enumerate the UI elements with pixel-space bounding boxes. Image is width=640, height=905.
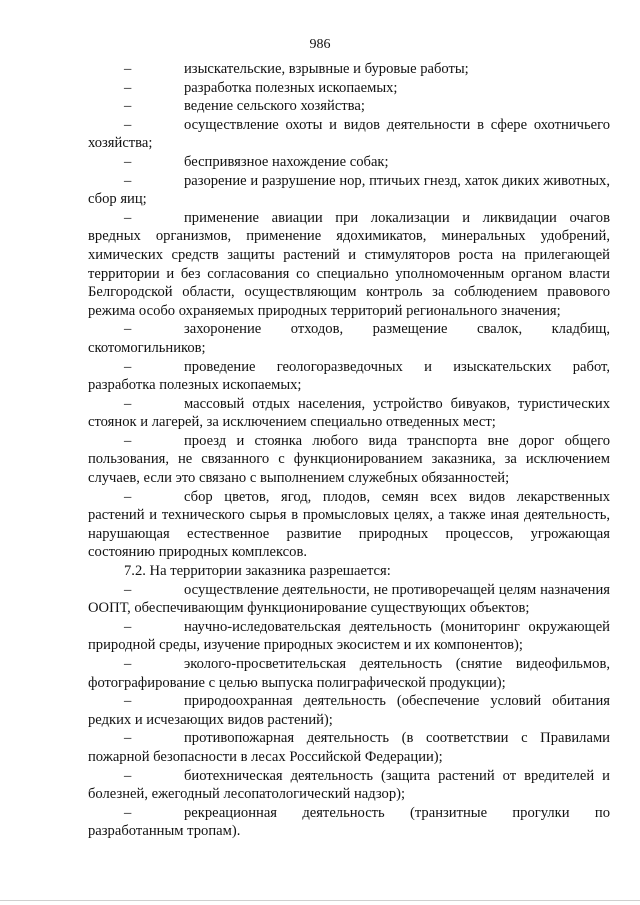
list-item-text: природоохранная деятельность (обеспечение условий обитания редких и исчезающих видов растений); [88,693,610,728]
list-item-text: изыскательские, взрывные и буровые работы; [184,61,469,77]
list-item [88,767,610,804]
list-item [88,60,610,79]
list-item-text: эколого-просветительская деятельность (снятие видеофильмов, фотографирование с целью выпуска полиграфической продукции); [88,656,610,691]
list-dash: – [124,358,132,375]
list-item [88,79,610,98]
list-item-text: ведение сельского хозяйства; [184,98,365,115]
list-item-text: беспривязное нахождение собак; [184,153,389,170]
list-dash: – [124,209,132,226]
list-dash: – [124,98,132,115]
list-item [88,692,610,729]
list-item [88,618,610,655]
list-item-text: проезд и стоянка любого вида транспорта вне дорог общего пользования, не связанного с функционированием заказника, за исключением случаев, если это связано с выполнением служебных обязанностей; [88,432,610,487]
list-item-text: сбор цветов, ягод, плодов, семян всех видов лекарственных растений и технического сырья в промысловых целях, а также иная деятельность, нарушающая естественное развитие природных процессов, угрожающая состоянию природных комплексов. [88,488,610,561]
page-number: 986 [309,37,331,52]
list-item-text: научно-иследовательская деятельность (мониторинг окружающей природной среды, изучение природных экосистем и их компонентов); [88,618,610,654]
list-dash: – [124,321,132,338]
permitted-activities-list [88,581,610,841]
list-item-text: противопожарная деятельность (в соответствии с Правилами пожарной безопасности в лесах Российской Федерации); [88,730,610,765]
list-item [88,153,610,172]
list-dash: – [124,395,132,412]
list-item [88,358,610,395]
list-item-text: применение авиации при локализации и ликвидации очагов вредных организмов, применение ядохимикатов, минеральных удобрений, химических средств защиты растений и стимуляторов роста на прилегающей территории и без согласования со специально уполномоченным органом власти Белгородской области, осуществляющим контроль за соблюдением правового режима особо охраняемых природных территорий регионального значения; [88,209,610,319]
scan-edge-divider [0,900,640,901]
list-dash: – [124,656,132,672]
list-dash: – [124,581,132,598]
list-item-text: осуществление деятельности, не противоречащей целям назначения ООПТ, обеспечивающим функционирование существующих объектов; [88,581,610,617]
list-item-text: разработка полезных ископаемых; [184,79,398,96]
prohibited-activities-list [88,60,610,562]
list-dash: – [124,153,132,170]
list-item-text: осуществление охоты и видов деятельности в сфере охотничьего хозяйства; [88,116,610,152]
list-item [88,432,610,488]
list-item [88,395,610,432]
list-item-text: массовый отдых населения, устройство бивуаков, туристических стоянок и лагерей, за исключением специально отведенных мест; [88,395,610,431]
list-dash: – [124,172,132,189]
list-item-text: проведение геологоразведочных и изыскательских работ, разработка полезных ископаемых; [88,358,610,394]
list-item [88,655,610,692]
list-item-text: рекреационная деятельность (транзитные прогулки по разработанным тропам). [88,804,610,840]
list-dash: – [124,432,132,449]
list-item [88,729,610,766]
list-dash: – [124,488,132,505]
list-item-text: захоронение отходов, размещение свалок, кладбищ, скотомогильников; [88,321,610,356]
list-item-text: разорение и разрушение нор, птичьих гнезд, хаток диких животных, сбор яиц; [88,172,610,208]
list-dash: – [124,79,132,96]
list-item [88,804,610,841]
list-item [88,488,610,562]
list-dash: – [124,693,132,710]
list-item-text: биотехническая деятельность (защита растений от вредителей и болезней, ежегодный лесопатологический надзор); [88,767,610,803]
list-dash: – [124,804,132,821]
section-heading: 7.2. На территории заказника разрешается: [124,563,391,580]
list-item [88,209,610,321]
list-dash: – [124,61,132,77]
list-item [88,116,610,153]
document-body [88,60,610,841]
list-item [88,320,610,357]
list-item [88,172,610,209]
list-dash: – [124,767,132,784]
list-item [88,581,610,618]
list-dash: – [124,618,132,635]
list-item [88,97,610,116]
list-dash: – [124,116,132,133]
list-dash: – [124,730,132,747]
